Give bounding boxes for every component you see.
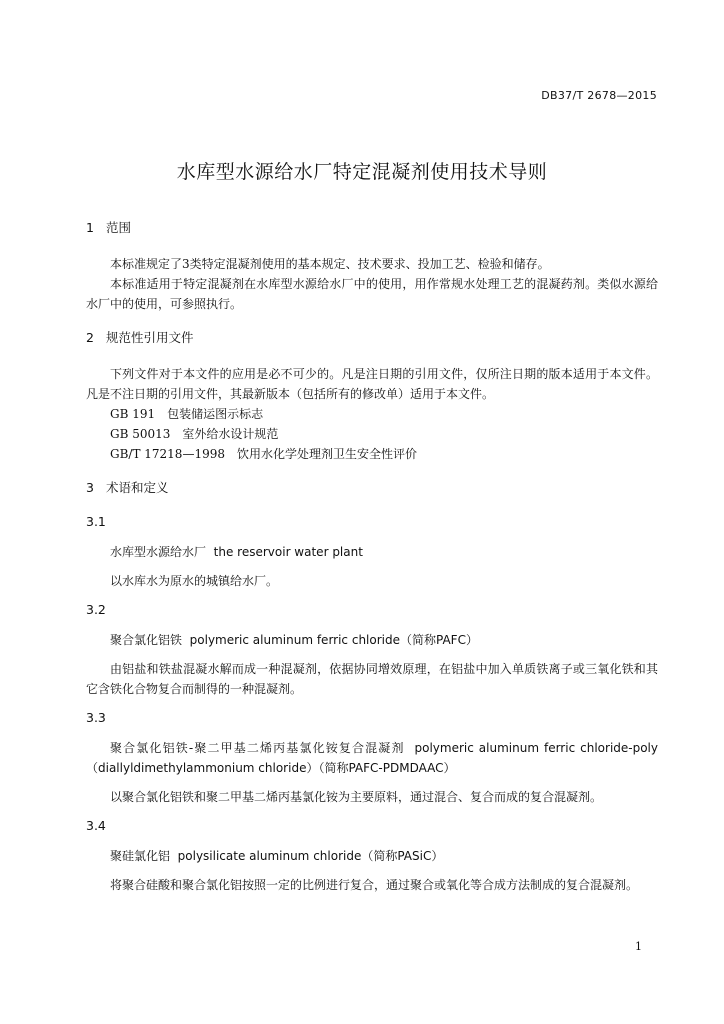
- term-chinese: 聚合氯化铝铁-聚二甲基二烯丙基氯化铵复合混凝剂: [110, 741, 405, 755]
- section-number: 2: [86, 330, 94, 345]
- term-definition: 将聚合硅酸和聚合氯化铝按照一定的比例进行复合，通过聚合或氧化等合成方法制成的复合混凝剂。: [110, 878, 639, 892]
- reference-item: GB 50013 室外给水设计规范: [110, 427, 279, 441]
- document-title: 水库型水源给水厂特定混凝剂使用技术导则: [176, 161, 548, 183]
- term-english: polysilicate aluminum chloride（简称PASiC）: [177, 849, 444, 863]
- document-body: [86, 218, 658, 895]
- section-3-heading: [86, 478, 658, 498]
- section-title: 范围: [106, 220, 132, 235]
- term-chinese: 聚硅氯化铝: [110, 849, 171, 863]
- term-chinese: 聚合氯化铝铁: [110, 633, 183, 647]
- paragraph: 下列文件对于本文件的应用是必不可少的。凡是注日期的引用文件，仅所注日期的版本适用于本文件。凡是不注日期的引用文件，其最新版本（包括所有的修改单）适用于本文件。: [86, 367, 658, 401]
- section-number: 1: [86, 220, 94, 235]
- reference-item: GB/T 17218—1998 饮用水化学处理剂卫生安全性评价: [110, 447, 417, 461]
- term-title: [86, 738, 658, 778]
- section-1-heading: [86, 218, 658, 238]
- term-definition: 由铝盐和铁盐混凝水解而成一种混凝剂，依据协同增效原理，在铝盐中加入单质铁离子或三氧化铁和其它含铁化合物复合而制得的一种混凝剂。: [86, 662, 658, 696]
- section-2-heading: [86, 328, 658, 348]
- term-title: [86, 630, 658, 650]
- term-english: polymeric aluminum ferric chloride（简称PAFC）: [189, 633, 478, 647]
- paragraph: 本标准规定了3类特定混凝剂使用的基本规定、技术要求、投加工艺、检验和储存。: [110, 257, 550, 271]
- term-definition: 以聚合氯化铝铁和聚二甲基二烯丙基氯化铵为主要原料，通过混合、复合而成的复合混凝剂。: [110, 790, 603, 804]
- term-number: 3.2: [86, 602, 106, 617]
- term-definition: 以水库水为原水的城镇给水厂。: [110, 574, 279, 588]
- section-title: 规范性引用文件: [106, 330, 194, 345]
- term-number: 3.1: [86, 514, 106, 529]
- paragraph: 本标准适用于特定混凝剂在水库型水源给水厂中的使用，用作常规水处理工艺的混凝药剂。类似水源给水厂中的使用，可参照执行。: [86, 277, 658, 311]
- standard-code: DB37/T 2678—2015: [541, 89, 657, 102]
- term-number: 3.4: [86, 818, 106, 833]
- section-number: 3: [86, 480, 94, 495]
- term-chinese: 水库型水源给水厂: [110, 545, 207, 559]
- term-english: polymeric aluminum ferric chloride-poly（diallyldimethylammonium chloride）（简称PAFC-PDMDAAC）: [86, 741, 658, 775]
- section-title: 术语和定义: [106, 480, 169, 495]
- term-title: [86, 542, 658, 562]
- term-title: [86, 846, 658, 866]
- reference-item: GB 191 包装储运图示标志: [110, 407, 264, 421]
- term-number: 3.3: [86, 710, 106, 725]
- page-number: 1: [635, 940, 642, 953]
- term-english: the reservoir water plant: [213, 545, 363, 559]
